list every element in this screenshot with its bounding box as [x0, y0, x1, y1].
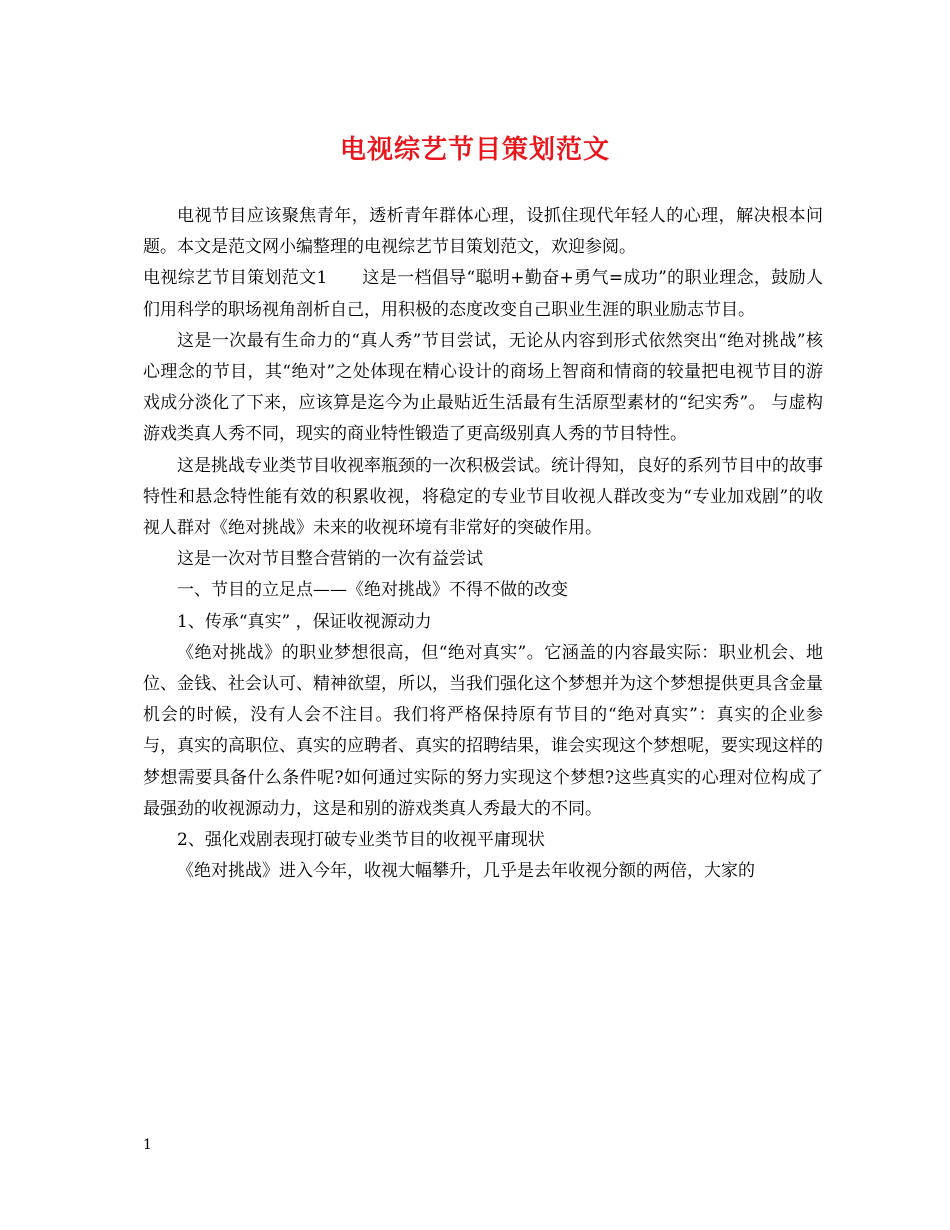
subsection-heading-1: 1、传承“真实” ，保证收视源动力 [177, 611, 432, 632]
paragraph-intro: 电视节目应该聚焦青年，透析青年群体心理，设抓住现代年轻人的心理，解决根本问题。本文是范文网小编整理的电视综艺节目策划范文，欢迎参阅。 [143, 206, 823, 258]
document-title: 电视综艺节目策划范文 [339, 135, 610, 165]
section-heading-1: 一、节目的立足点——《绝对挑战》不得不做的改变 [177, 580, 568, 601]
paragraph-marketing: 这是一次对节目整合营销的一次有益尝试 [177, 549, 483, 570]
subsection-heading-2: 2、强化戏剧表现打破专业类节目的收视平庸现状 [177, 830, 545, 851]
paragraph-reality-show: 这是一次最有生命力的“真人秀”节目尝试，无论从内容到形式依然突出“绝对挑战”核心理念的节目，其“绝对”之处体现在精心设计的商场上智商和情商的较量把电视节目的游戏成分淡化了下来，应该算是迄今为止最贴近生活最有生活原型素材的“纪实秀”。 与虚构游戏类真人秀不同，现实的商业特性锻造了更高级别真人秀的节目特性。 [143, 330, 823, 445]
paragraph-career-dream: 《绝对挑战》的职业梦想很高，但“绝对真实”。它涵盖的内容最实际：职业机会、地位、金钱、社会认可、精神欲望，所以，当我们强化这个梦想并为这个梦想提供更具含金量机会的时候，没有人会不注目。我们将严格保持原有节目的“绝对真实”：真实的企业参与，真实的高职位、真实的应聘者、真实的招聘结果，谁会实现这个梦想呢，要实现这样的梦想需要具备什么条件呢?如何通过实际的努力实现这个梦想?这些真实的心理对位构成了最强劲的收视源动力，这是和别的游戏类真人秀最大的不同。 [143, 642, 823, 819]
paragraph-ratings-rise: 《绝对挑战》进入今年，收视大幅攀升，几乎是去年收视分额的两倍，大家的 [177, 861, 755, 882]
paragraph-ratings-challenge: 这是挑战专业类节目收视率瓶颈的一次积极尝试。统计得知，良好的系列节目中的故事特性和悬念特性能有效的积累收视，将稳定的专业节目收视人群改变为“专业加戏剧”的收视人群对《绝对挑战》未来的收视环境有非常好的突破作用。 [143, 455, 823, 539]
page-number: 1 [143, 1137, 152, 1153]
paragraph-sample-1: 电视综艺节目策划范文1 这是一档倡导“聪明+勤奋+勇气=成功”的职业理念，鼓励人们用科学的职场视角剖析自己，用积极的态度改变自己职业生涯的职业励志节目。 [143, 268, 823, 320]
document-body [143, 201, 823, 887]
